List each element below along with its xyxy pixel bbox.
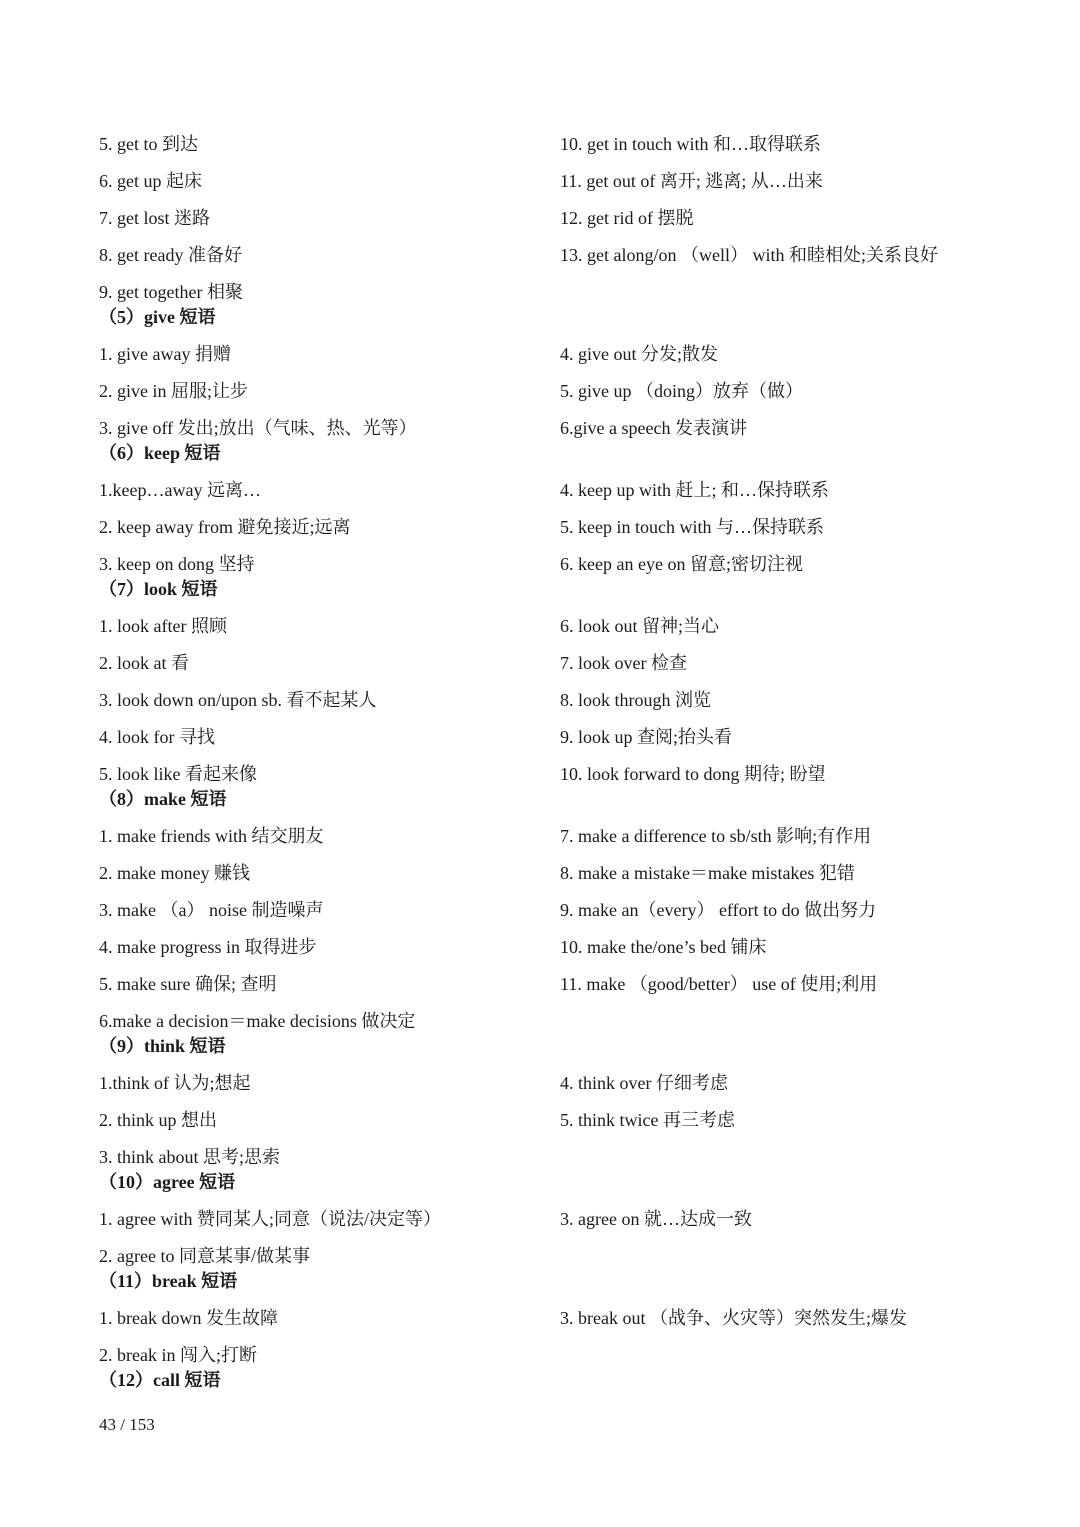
phrase-left: 7. get lost 迷路: [99, 208, 210, 228]
section-heading: （11）break 短语: [99, 1271, 238, 1291]
section-heading: （5）give 短语: [99, 307, 216, 327]
phrase-row: [0, 1107, 1080, 1144]
phrase-row: [0, 1206, 1080, 1243]
phrase-left: 2. look at 看: [99, 653, 189, 673]
phrase-left: 2. break in 闯入;打断: [99, 1345, 257, 1365]
phrase-right: 7. make a difference to sb/sth 影响;有作用: [560, 826, 872, 846]
phrase-left: 4. look for 寻找: [99, 727, 215, 747]
phrase-left: 2. keep away from 避免接近;远离: [99, 517, 351, 537]
phrase-right: 5. give up （doing）放弃（做）: [560, 381, 803, 401]
phrase-left: 3. make （a） noise 制造噪声: [99, 900, 324, 920]
phrase-row: [0, 650, 1080, 687]
phrase-right: 11. make （good/better） use of 使用;利用: [560, 974, 878, 994]
phrase-row: [0, 934, 1080, 971]
phrase-left: 3. think about 思考;思索: [99, 1147, 280, 1167]
phrase-left: 1. break down 发生故障: [99, 1308, 278, 1328]
phrase-right: 11. get out of 离开; 逃离; 从…出来: [560, 171, 823, 191]
phrase-left: 1. look after 照顾: [99, 616, 227, 636]
phrase-left: 3. keep on dong 坚持: [99, 554, 255, 574]
phrase-left: 3. give off 发出;放出（气味、热、光等）: [99, 418, 417, 438]
section-heading: （12）call 短语: [99, 1370, 221, 1390]
phrase-right: 6.give a speech 发表演讲: [560, 418, 747, 438]
phrase-left: 6.make a decision＝make decisions 做决定: [99, 1011, 416, 1031]
phrase-row: [0, 131, 1080, 168]
phrase-row: [0, 1070, 1080, 1107]
phrase-left: 2. give in 屈服;让步: [99, 381, 248, 401]
phrase-row: [0, 613, 1080, 650]
phrase-row: [0, 477, 1080, 514]
phrase-row: [0, 242, 1080, 279]
phrase-right: 8. look through 浏览: [560, 690, 711, 710]
phrase-left: 5. get to 到达: [99, 134, 198, 154]
phrase-right: 8. make a mistake＝make mistakes 犯错: [560, 863, 855, 883]
phrase-row: [0, 897, 1080, 934]
phrase-row: [0, 514, 1080, 551]
phrase-left: 1.keep…away 远离…: [99, 480, 261, 500]
phrase-left: 2. think up 想出: [99, 1110, 218, 1130]
phrase-row: [0, 1305, 1080, 1342]
phrase-left: 9. get together 相聚: [99, 282, 243, 302]
section-heading: （8）make 短语: [99, 789, 227, 809]
phrase-left: 4. make progress in 取得进步: [99, 937, 317, 957]
phrase-left: 5. look like 看起来像: [99, 764, 257, 784]
page-number: 43 / 153: [99, 1415, 155, 1434]
phrase-left: 1.think of 认为;想起: [99, 1073, 251, 1093]
phrase-left: 2. make money 赚钱: [99, 863, 250, 883]
phrase-row: [0, 724, 1080, 761]
section-heading: （10）agree 短语: [99, 1172, 236, 1192]
phrase-right: 7. look over 检查: [560, 653, 687, 673]
phrase-left: 5. make sure 确保; 查明: [99, 974, 277, 994]
phrase-right: 5. think twice 再三考虑: [560, 1110, 735, 1130]
phrase-right: 13. get along/on （well） with 和睦相处;关系良好: [560, 245, 938, 265]
phrase-row: [0, 971, 1080, 1008]
phrase-left: 3. look down on/upon sb. 看不起某人: [99, 690, 377, 710]
phrase-right: 4. think over 仔细考虑: [560, 1073, 728, 1093]
phrase-row: [0, 168, 1080, 205]
phrase-right: 3. break out （战争、火灾等）突然发生;爆发: [560, 1308, 907, 1328]
phrase-left: 6. get up 起床: [99, 171, 202, 191]
phrase-left: 2. agree to 同意某事/做某事: [99, 1246, 310, 1266]
phrase-row: [0, 205, 1080, 242]
section-heading: （6）keep 短语: [99, 443, 221, 463]
phrase-right: 9. look up 查阅;抬头看: [560, 727, 733, 747]
phrase-right: 9. make an（every） effort to do 做出努力: [560, 900, 877, 920]
phrase-right: 6. look out 留神;当心: [560, 616, 720, 636]
phrase-right: 4. give out 分发;散发: [560, 344, 718, 364]
phrase-left: 1. give away 捐赠: [99, 344, 231, 364]
phrase-right: 10. get in touch with 和…取得联系: [560, 134, 821, 154]
phrase-right: 10. make the/one’s bed 铺床: [560, 937, 767, 957]
phrase-row: [0, 378, 1080, 415]
phrase-left: 1. make friends with 结交朋友: [99, 826, 324, 846]
phrase-left: 1. agree with 赞同某人;同意（说法/决定等）: [99, 1209, 441, 1229]
phrase-row: [0, 687, 1080, 724]
phrase-row: [0, 823, 1080, 860]
phrase-row: [0, 341, 1080, 378]
phrase-right: 12. get rid of 摆脱: [560, 208, 694, 228]
section-heading: （7）look 短语: [99, 579, 218, 599]
phrase-right: 6. keep an eye on 留意;密切注视: [560, 554, 803, 574]
phrase-row: [0, 860, 1080, 897]
phrase-right: 5. keep in touch with 与…保持联系: [560, 517, 824, 537]
section-heading: （9）think 短语: [99, 1036, 226, 1056]
phrase-right: 3. agree on 就…达成一致: [560, 1209, 752, 1229]
phrase-right: 10. look forward to dong 期待; 盼望: [560, 764, 826, 784]
phrase-right: 4. keep up with 赶上; 和…保持联系: [560, 480, 829, 500]
phrase-left: 8. get ready 准备好: [99, 245, 242, 265]
